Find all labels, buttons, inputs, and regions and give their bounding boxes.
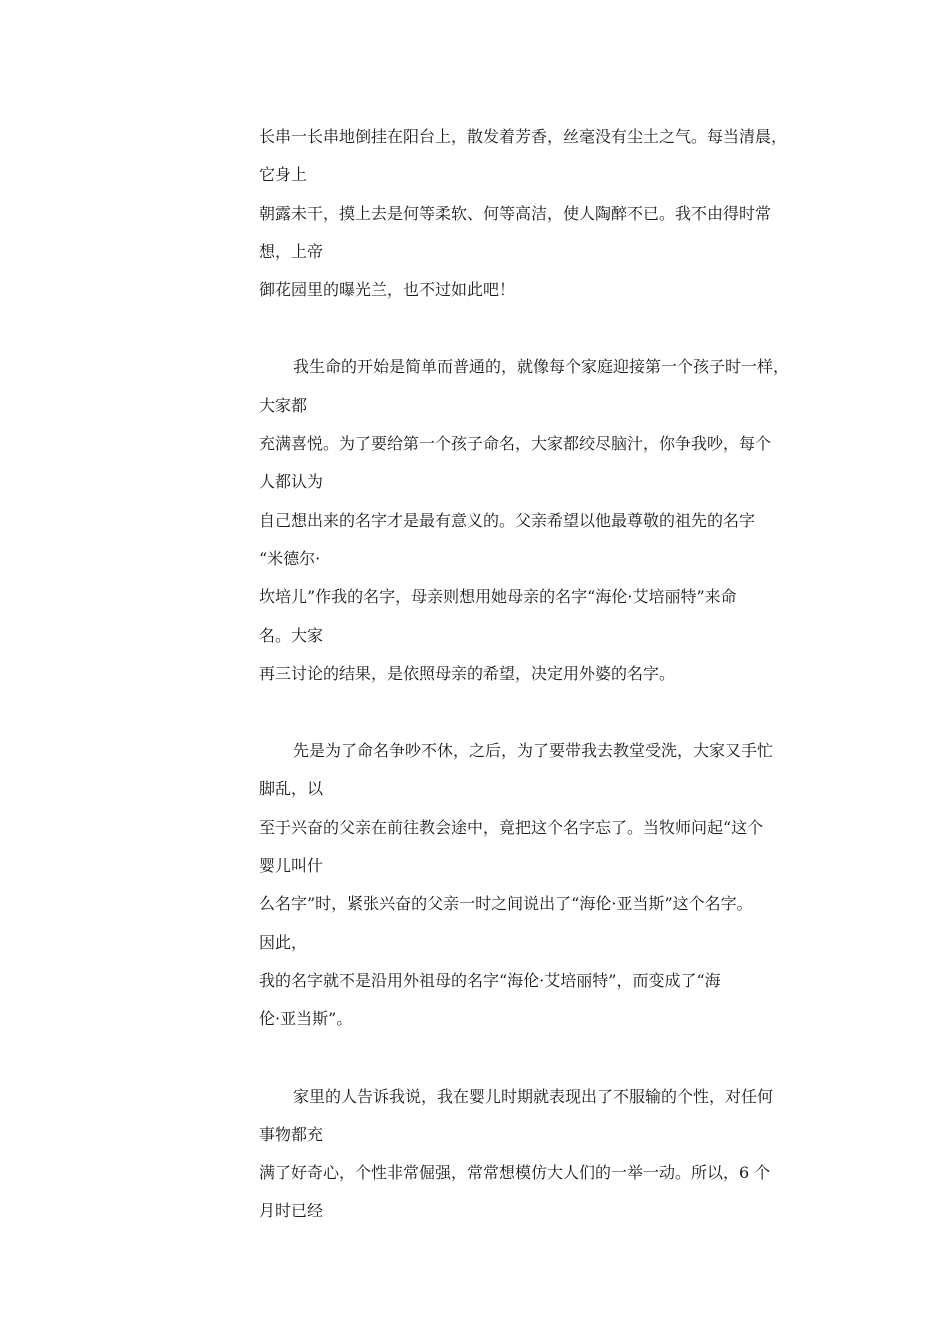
text-line: 名。大家 xyxy=(259,625,324,645)
text-line: 满了好奇心，个性非常倔强，常常想模仿大人们的一举一动。所以，6 个 xyxy=(259,1163,771,1183)
text-line: 因此， xyxy=(259,932,308,952)
text-line: 人都认为 xyxy=(259,472,324,492)
paragraph-1 xyxy=(259,124,819,315)
text-line: 大家都 xyxy=(259,395,308,415)
paragraph-4 xyxy=(259,1084,819,1237)
text-line: 再三讨论的结果，是依照母亲的希望，决定用外婆的名字。 xyxy=(259,663,676,683)
text-line: 至于兴奋的父亲在前往教会途中，竟把这个名字忘了。当牧师问起“这个 xyxy=(259,817,764,837)
text-line: 御花园里的曝光兰，也不过如此吧！ xyxy=(259,280,516,300)
text-line: 朝露未干，摸上去是何等柔软、何等高洁，使人陶醉不已。我不由得时常 xyxy=(259,203,772,223)
text-line: 先是为了命名争吵不休，之后，为了要带我去教堂受洗，大家又手忙 xyxy=(293,741,774,761)
text-line: 事物都充 xyxy=(259,1124,324,1144)
text-line: 婴儿叫什 xyxy=(259,856,324,876)
paragraph-3 xyxy=(259,738,819,1044)
text-line: 充满喜悦。为了要给第一个孩子命名，大家都绞尽脑汁，你争我吵，每个 xyxy=(259,434,772,454)
paragraph-spacer xyxy=(259,315,819,354)
text-line: 脚乱，以 xyxy=(259,779,324,799)
text-line: 自己想出来的名字才是最有意义的。父亲希望以他最尊敬的祖先的名字 xyxy=(259,510,756,530)
text-line: 长串一长串地倒挂在阳台上，散发着芳香，丝毫没有尘土之气。每当清晨， xyxy=(259,127,788,146)
text-line: 我的名字就不是沿用外祖母的名字“海伦·艾培丽特”，而变成了“海 xyxy=(259,970,721,990)
document-body xyxy=(259,124,819,1237)
text-line: 么名字”时，紧张兴奋的父亲一时之间说出了“海伦·亚当斯”这个名字。 xyxy=(259,894,753,914)
text-line: 想，上帝 xyxy=(259,241,324,261)
text-line: 月时已经 xyxy=(259,1201,324,1221)
paragraph-spacer xyxy=(259,1045,819,1084)
text-line: 坎培儿”作我的名字，母亲则想用她母亲的名字“海伦·艾培丽特”来命 xyxy=(259,587,737,607)
text-line: 我生命的开始是简单而普通的，就像每个家庭迎接第一个孩子时一样， xyxy=(293,357,790,377)
paragraph-2 xyxy=(259,354,819,699)
text-line: 它身上 xyxy=(259,165,308,185)
text-line: 家里的人告诉我说，我在婴儿时期就表现出了不服输的个性，对任何 xyxy=(293,1086,774,1106)
paragraph-spacer xyxy=(259,699,819,738)
text-line: 伦·亚当斯”。 xyxy=(259,1009,353,1029)
text-line: “米德尔· xyxy=(259,548,321,568)
